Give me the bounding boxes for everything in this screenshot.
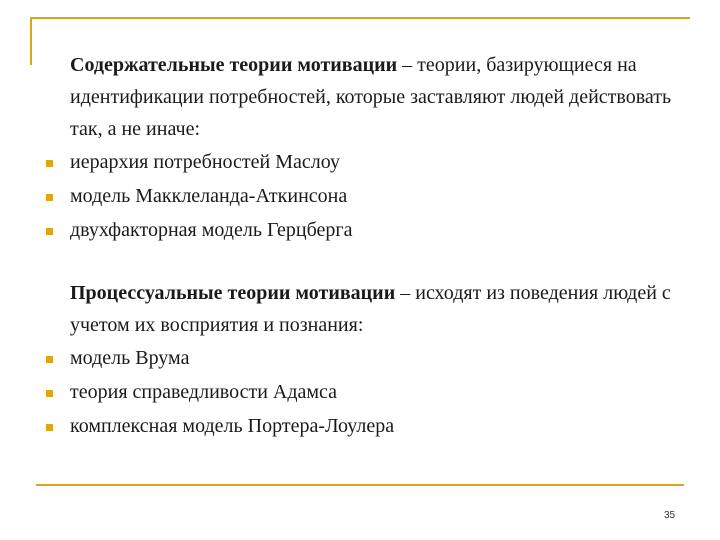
section1-paragraph bbox=[70, 49, 690, 145]
list-item-text: теория справедливости Адамса bbox=[70, 381, 338, 403]
square-bullet-icon bbox=[46, 356, 53, 363]
square-bullet-icon bbox=[46, 194, 53, 201]
left-border-line bbox=[30, 17, 32, 65]
list-item-text: модель Макклеланда-Аткинсона bbox=[70, 185, 348, 207]
top-border-line bbox=[30, 17, 690, 19]
list-item-text: двухфакторная модель Герцберга bbox=[70, 219, 353, 241]
list-item bbox=[70, 145, 690, 179]
slide-content bbox=[70, 49, 690, 443]
section1-text: – теории, базирующиеся на идентификации потребностей, которые заставляют людей действовать так, а не иначе: bbox=[70, 54, 672, 140]
section2-text: – исходят из поведения людей с учетом их восприятия и познания: bbox=[70, 282, 671, 336]
page-number: 35 bbox=[664, 510, 676, 521]
section1-list bbox=[70, 145, 690, 247]
list-item bbox=[70, 375, 690, 409]
square-bullet-icon bbox=[46, 228, 53, 235]
list-item-text: модель Врума bbox=[70, 347, 190, 369]
list-item bbox=[70, 179, 690, 213]
list-item bbox=[70, 213, 690, 247]
list-item bbox=[70, 409, 690, 443]
section2-title: Процессуальные теории мотивации bbox=[70, 282, 396, 304]
square-bullet-icon bbox=[46, 390, 53, 397]
section1-title: Содержательные теории мотивации bbox=[70, 54, 398, 76]
list-item bbox=[70, 341, 690, 375]
section2-paragraph bbox=[70, 277, 690, 341]
bottom-border-line bbox=[36, 484, 684, 486]
list-item-text: иерархия потребностей Маслоу bbox=[70, 151, 340, 173]
list-item-text: комплексная модель Портера-Лоулера bbox=[70, 415, 395, 437]
square-bullet-icon bbox=[46, 160, 53, 167]
section2-list bbox=[70, 341, 690, 443]
square-bullet-icon bbox=[46, 424, 53, 431]
section-spacer bbox=[70, 247, 690, 277]
